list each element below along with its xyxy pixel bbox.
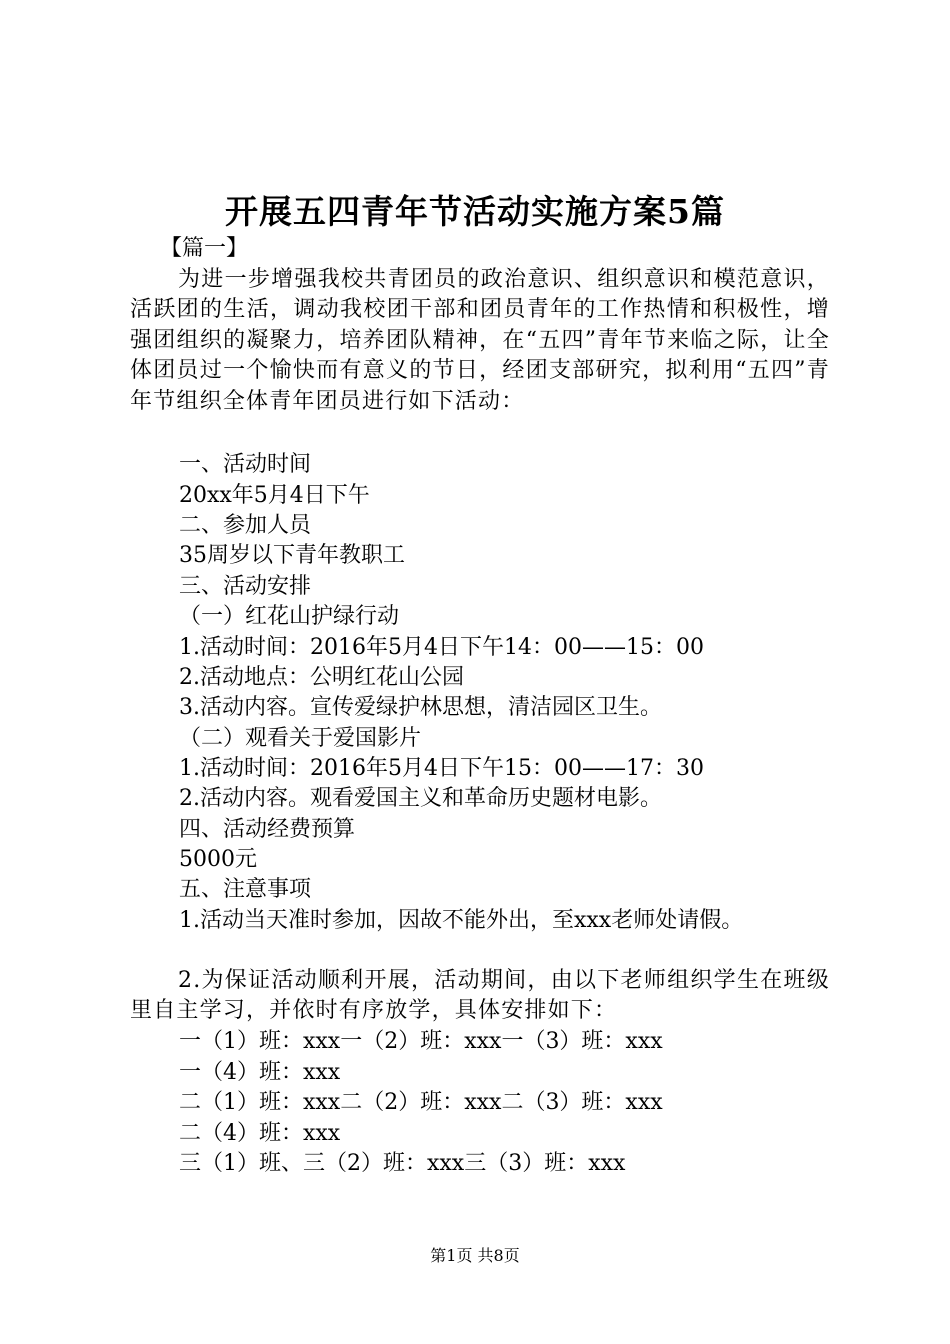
body-line: 一、活动时间 [179,452,312,477]
document-title: 开展五四青年节活动实施方案5篇 [225,192,725,231]
body-paragraph: 2.为保证活动顺利开展，活动期间，由以下老师组织学生在班级里自主学习，并依时有序放学，具体安排如下： [130,968,830,1024]
body-line: （二）观看关于爱国影片 [179,726,422,751]
body-line: 35周岁以下青年教职工 [179,543,405,568]
body-line: 二、参加人员 [179,513,312,538]
body-line: 5000元 [179,847,257,872]
body-line: 五、注意事项 [179,877,312,902]
intro-paragraph: 为进一步增强我校共青团员的政治意识、组织意识和模范意识，活跃团的生活，调动我校团干部和团员青年的工作热情和积极性，增强团组织的凝聚力，培养团队精神，在“五四”青年节来临之际，让全体团员过一个愉快而有意义的节日，经团支部研究，拟利用“五四”青年节组织全体青年团员进行如下活动： [130,267,830,414]
body-line: 1.活动时间：2016年5月4日下午14：00——15：00 [179,635,704,660]
body-line: 四、活动经费预算 [179,817,356,842]
body-line: 三、活动安排 [179,574,312,599]
body-line: 20xx年5月4日下午 [179,483,370,508]
class-line: 三（1）班、三（2）班：xxx三（3）班：xxx [179,1151,626,1176]
body-line: （一）红花山护绿行动 [179,604,400,629]
page-footer: 第1页 共8页 [430,1246,520,1265]
body-line: 2.活动内容。观看爱国主义和革命历史题材电影。 [179,786,662,811]
class-line: 一（1）班：xxx一（2）班：xxx一（3）班：xxx [179,1029,663,1054]
body-line: 1.活动当天准时参加，因故不能外出，至xxx老师处请假。 [179,908,744,933]
body-line: 1.活动时间：2016年5月4日下午15：00——17：30 [179,756,704,781]
body-line: 3.活动内容。宣传爱绿护林思想，清洁园区卫生。 [179,695,662,720]
class-line: 二（1）班：xxx二（2）班：xxx二（3）班：xxx [179,1090,663,1115]
class-line: 一（4）班：xxx [179,1060,341,1085]
class-line: 二（4）班：xxx [179,1121,341,1146]
body-line: 2.活动地点：公明红花山公园 [179,665,464,690]
section-heading: 【篇一】 [160,236,249,261]
